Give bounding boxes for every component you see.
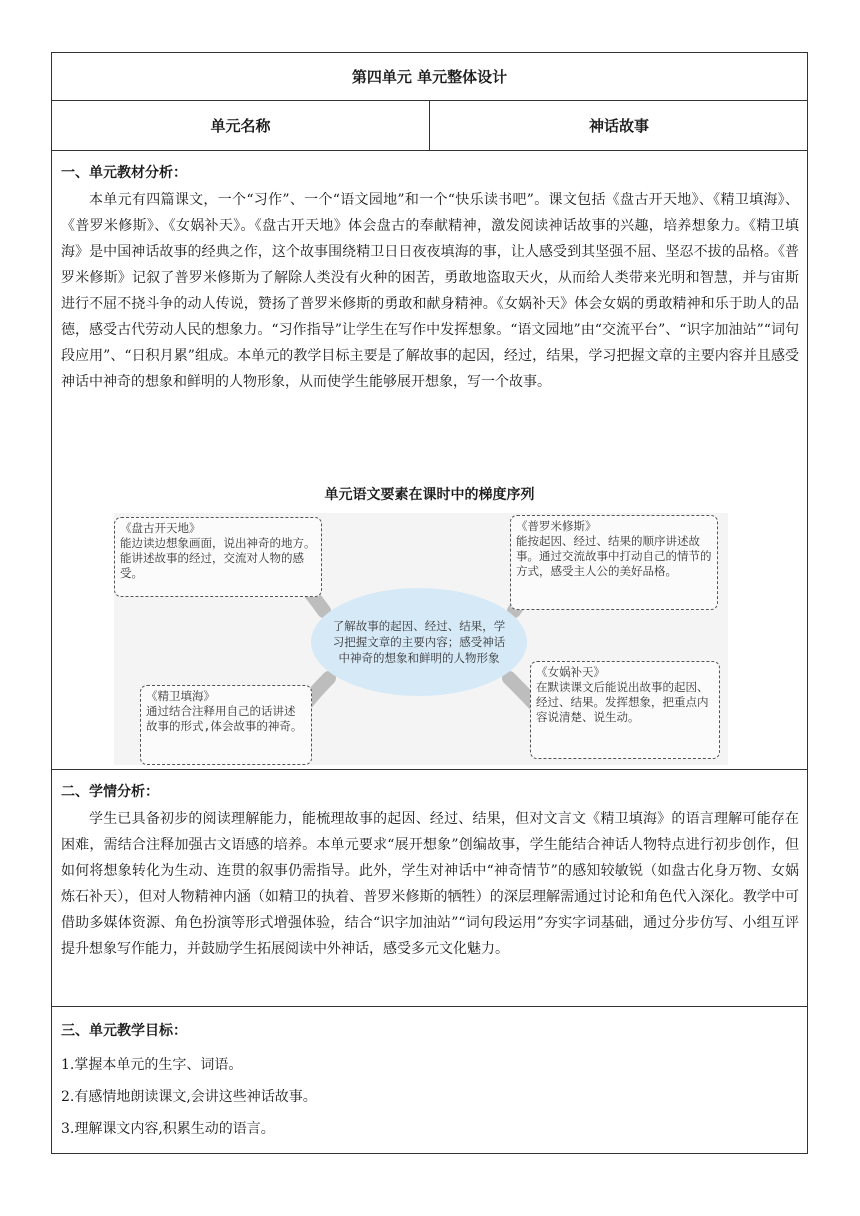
box-nuwa — [530, 661, 720, 759]
central-goal-bubble — [311, 588, 527, 696]
central-goal-text: 了解故事的起因、经过、结果，学习把握文章的主要内容；感受神话中神奇的想象和鲜明的人物形象 — [332, 619, 506, 665]
box-jingwei-title: 《精卫填海》 — [146, 689, 215, 703]
unit-design-table — [51, 52, 808, 1154]
box-nuwa-text: 在默读课文后能说出故事的起因、经过、结果。发挥想象，把重点内容说清楚、说生动。 — [536, 680, 709, 724]
box-pangu — [114, 517, 322, 597]
unit-name-label: 单元名称 — [52, 101, 430, 150]
section2-paragraph: 学生已具备初步的阅读理解能力，能梳理故事的起因、经过、结果，但对文言文《精卫填海》的语言理解可能存在困难，需结合注释加强古文语感的培养。本单元要求“展开想象”创编故事，学生能结合神话人物特点进行初步创作，但如何将想象转化为生动、连贯的叙事仍需指导。此外，学生对神话中“神奇情节”的感知较敏锐（如盘古化身万物、女娲炼石补天），但对人物精神内涵（如精卫的执着、普罗米修斯的牺牲）的深层理解需通过讨论和角色代入深化。教学中可借助多媒体资源、角色扮演等形式增强体验，结合“识字加油站”“词句段运用”夯实字词基础，通过分步仿写、小组互评提升想象写作能力，并鼓励学生拓展阅读中外神话，感受多元文化魅力。 — [61, 811, 799, 957]
page-title: 第四单元 单元整体设计 — [351, 68, 508, 86]
box-jingwei — [140, 685, 312, 765]
diagram-title: 单元语文要素在课时中的梯度序列 — [324, 487, 535, 503]
box-prometheus-title: 《普罗米修斯》 — [516, 519, 597, 533]
title-row — [52, 53, 807, 101]
box-pangu-title: 《盘古开天地》 — [120, 521, 201, 535]
box-prometheus-text: 能按起因、经过、结果的顺序讲述故事。通过交流故事中打动自己的情节的方式，感受主人公的美好品格。 — [516, 534, 712, 578]
unit-name-value: 神话故事 — [588, 117, 649, 135]
box-jingwei-text: 通过结合注释用自己的话讲述故事的形式,体会故事的神奇。 — [146, 704, 303, 733]
goal-item: 1.掌握本单元的生字、词语。 — [61, 1057, 243, 1073]
section1-heading: 一、单元教材分析： — [61, 165, 187, 181]
element-sequence-diagram — [114, 513, 728, 765]
goal-item: 3.理解课文内容,积累生动的语言。 — [61, 1121, 275, 1137]
section3-heading: 三、单元教学目标： — [61, 1023, 187, 1039]
box-pangu-text: 能边读边想象画面，说出神奇的地方。能讲述故事的经过，交流对人物的感受。 — [120, 536, 316, 580]
goal-item: 2.有感情地朗读课文,会讲这些神话故事。 — [61, 1089, 317, 1105]
section2-heading: 二、学情分析： — [61, 784, 159, 800]
section-material-analysis — [52, 151, 807, 770]
section-teaching-goals — [52, 1007, 807, 1153]
box-nuwa-title: 《女娲补天》 — [536, 665, 605, 679]
section1-paragraph: 本单元有四篇课文，一个“习作”、一个“语文园地”和一个“快乐读书吧”。课文包括《盘古开天地》、《精卫填海》、《普罗米修斯》、《女娲补天》。《盘古开天地》体会盘古的奉献精神，激发阅读神话故事的兴趣，培养想象力。《精卫填海》是中国神话故事的经典之作，这个故事围绕精卫日日夜夜填海的事，让人感受到其坚强不屈、坚忍不拔的品格。《普罗米修斯》记叙了普罗米修斯为了解除人类没有火种的困苦，勇敢地盗取天火，从而给人类带来光明和智慧，并与宙斯进行不屈不挠斗争的动人传说，赞扬了普罗米修斯的勇敢和献身精神。《女娲补天》体会女娲的勇敢精神和乐于助人的品德，感受古代劳动人民的想象力。“习作指导”让学生在写作中发挥想象。“语文园地”由“交流平台”、“识字加油站”“词句段应用”、“日积月累”组成。本单元的教学目标主要是了解故事的起因，经过，结果，学习把握文章的主要内容并且感受神话中神奇的想象和鲜明的人物形象，从而使学生能够展开想象，写一个故事。 — [61, 192, 799, 390]
box-prometheus — [510, 515, 718, 610]
section-learner-analysis — [52, 770, 807, 1007]
unit-name-row — [52, 101, 807, 151]
